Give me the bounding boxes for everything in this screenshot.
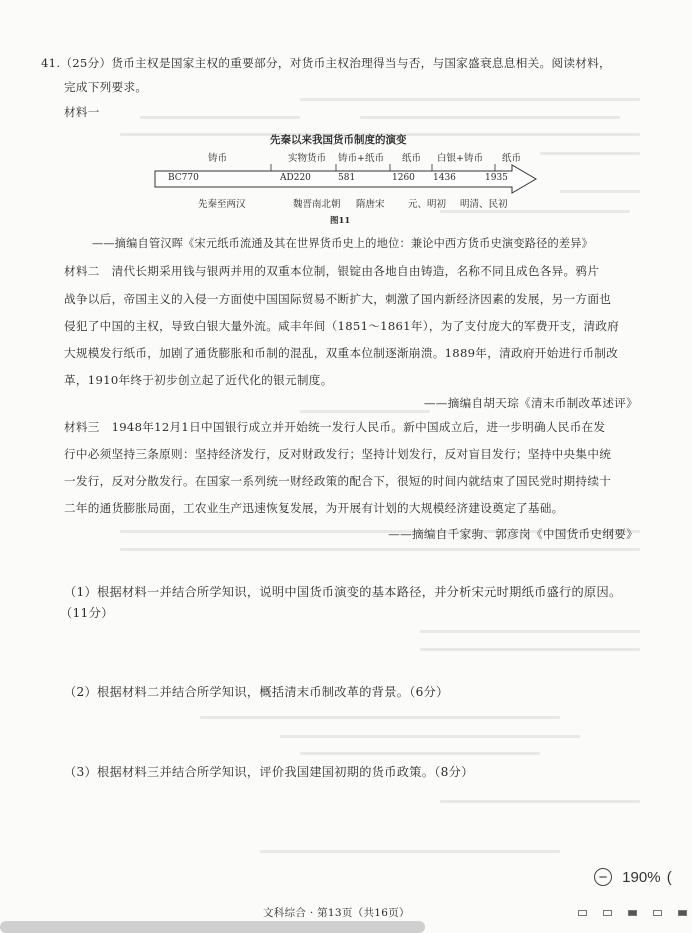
timeline-bottom-label: 魏晋南北朝 (293, 199, 341, 210)
page-indicator-dot[interactable] (603, 910, 612, 916)
timeline-bottom-label: 明清、民初 (460, 199, 508, 210)
question-intro-line2: 完成下列要求。 (64, 80, 148, 94)
timeline-top-label: 纸币 (402, 153, 422, 164)
timeline-top-label: 铸币 (208, 153, 228, 164)
timeline-year: 1260 (392, 173, 415, 183)
page-indicator-dot-active[interactable] (678, 910, 687, 916)
material1-source: ——摘编自管汉晖《宋元纸币流通及其在世界货币史上的地位：兼论中西方货币史演变路径的差异》 (92, 237, 594, 250)
page-indicator-dot[interactable] (653, 910, 662, 916)
timeline-year: 1935 (485, 173, 508, 183)
timeline-year: AD220 (280, 173, 311, 183)
timeline-bottom-label: 先秦至两汉 (198, 199, 246, 210)
zoom-out-icon[interactable]: − (594, 868, 612, 886)
timeline-top-label: 实物货币 (288, 153, 327, 164)
material2-line: 侵犯了中国的主权，导致白银大量外流。咸丰年间（1851～1861年），为了支付庞大的军费开支，清政府 (64, 319, 620, 333)
timeline-top-label: 白银+铸币 (437, 153, 483, 164)
zoom-control-edge: ( (666, 869, 672, 886)
question-1-line1: （1）根据材料一并结合所学知识，说明中国货币演变的基本路径，并分析宋元时期纸币盛行的原因。 (64, 585, 622, 599)
timeline-bottom-label: 元、明初 (408, 199, 447, 210)
horizontal-scrollbar[interactable] (0, 921, 425, 933)
question-intro-line1: 41.（25分）货币主权是国家主权的重要部分，对货币主权治理得当与否，与国家盛衰息息相关。阅读材料， (41, 56, 611, 70)
material2-line: 大规模发行纸币，加剧了通货膨胀和币制的混乱，双重本位制逐渐崩溃。1889年，清政府开始进行币制改 (64, 346, 619, 360)
material2-source: ——摘编自胡天琮《清末币制改革述评》 (423, 396, 638, 410)
material2-line: 革，1910年终于初步创立起了近代化的银元制度。 (64, 373, 333, 387)
page-indicator-dot[interactable] (578, 910, 587, 916)
timeline-diagram (150, 128, 540, 228)
timeline-year: BC770 (168, 173, 199, 183)
page-footer: 文科综合 · 第13页（共16页） (263, 907, 410, 919)
figure-caption: 图11 (330, 216, 351, 226)
material3-line: 行中必须坚持三条原则：坚持经济发行，反对财政发行；坚持计划发行，反对盲目发行；坚持中央集中统 (64, 447, 612, 461)
material3-line: 二年的通货膨胀局面，工农业生产迅速恢复发展，为开展有计划的大规模经济建设奠定了基础。 (64, 501, 564, 515)
timeline-top-label: 铸币+纸币 (338, 153, 384, 164)
question-1-line2: （11分） (60, 606, 114, 620)
material2-line: 材料二 清代长期采用钱与银两并用的双重本位制，银锭由各地自由铸造，名称不同且成色各异。鸦片 (64, 264, 600, 278)
timeline-year: 581 (338, 173, 356, 183)
timeline-year: 1436 (433, 173, 456, 183)
material3-line: 一发行，反对分散发行。在国家一系列统一财经政策的配合下，很短的时间内就结束了国民党时期持续十 (64, 474, 612, 488)
question-2: （2）根据材料二并结合所学知识，概括清末币制改革的背景。（6分） (64, 685, 449, 699)
material3-source: ——摘编自千家驹、郭彦岗《中国货币史纲要》 (388, 527, 638, 541)
material3-line: 材料三 1948年12月1日中国银行成立并开始统一发行人民币。新中国成立后，进一步明确人民币在发 (64, 420, 606, 434)
material2-line: 战争以后，帝国主义的入侵一方面使中国国际贸易不断扩大，刺激了国内新经济因素的发展，另一方面也 (64, 292, 612, 306)
zoom-level: 190% (622, 869, 661, 886)
timeline-top-label: 纸币 (502, 153, 522, 164)
material1-heading: 材料一 (64, 105, 100, 119)
question-3: （3）根据材料三并结合所学知识，评价我国建国初期的货币政策。（8分） (64, 765, 474, 779)
page-indicator-dot-active[interactable] (628, 910, 637, 916)
timeline-bottom-label: 隋唐宋 (356, 199, 385, 210)
timeline-title: 先秦以来我国货币制度的演变 (270, 134, 407, 146)
zoom-control (594, 868, 672, 886)
